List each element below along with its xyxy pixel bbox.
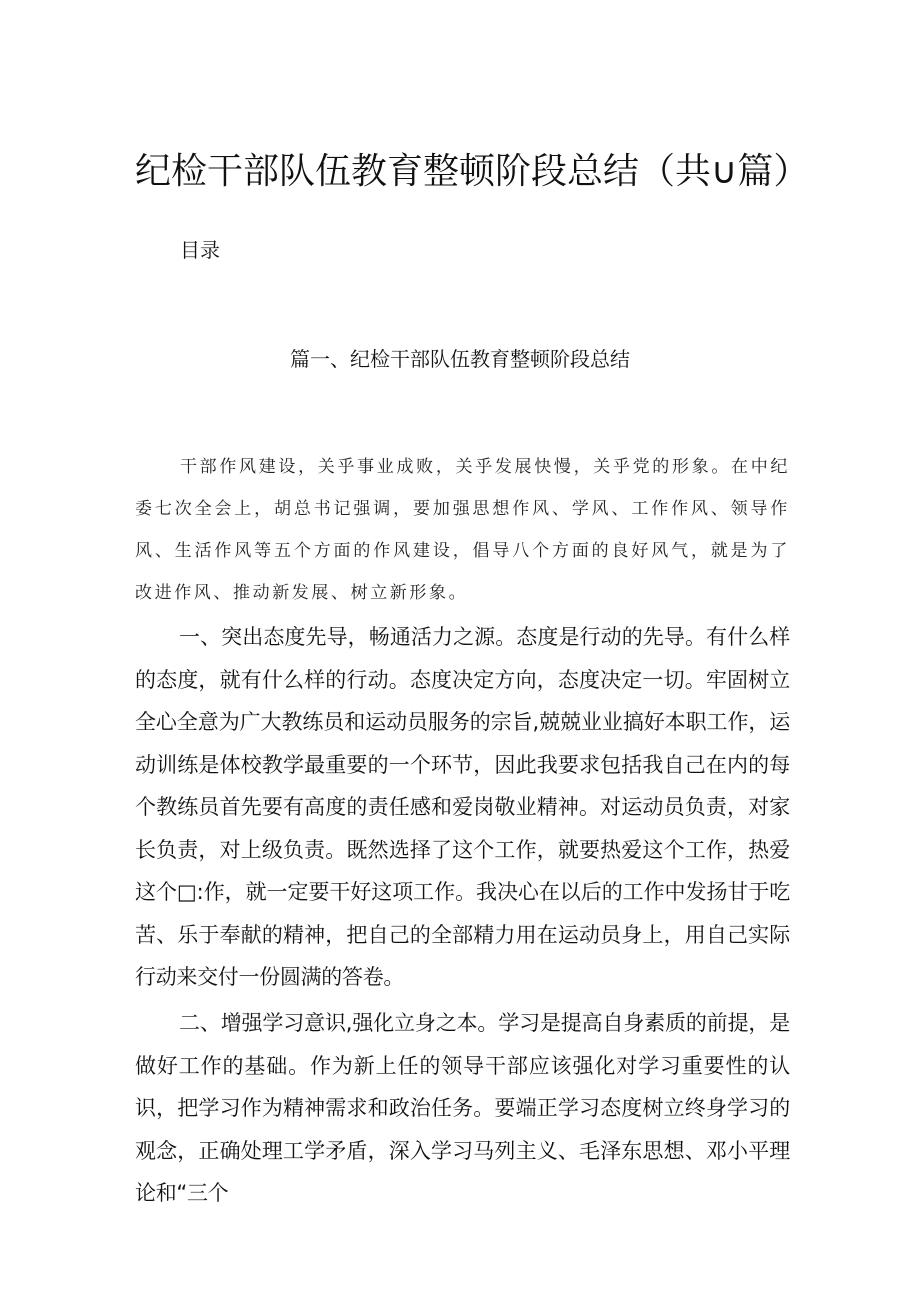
intro-paragraph: 干部作风建设，关乎事业成败，关乎发展快慢，关乎党的形象。在中纪委七次全会上，胡总书记强调，要加强思想作风、学风、工作作风、领导作风、生活作风等五个方面的作风建设，倡导八个方面的良好风气，就是为了改进作风、推动新发展、树立新形象。 bbox=[135, 457, 790, 603]
document-title: 纪检干部队伍教育整顿阶段总结（共∪篇） bbox=[135, 151, 810, 192]
section-heading: 篇一、纪检干部队伍教育整顿阶段总结 bbox=[290, 347, 630, 371]
table-of-contents-label: 目录 bbox=[180, 238, 220, 262]
body-paragraph-attitude: 一、突出态度先导，畅通活力之源。态度是行动的先导。有什么样的态度，就有什么样的行动。态度决定方向，态度决定一切。牢固树立全心全意为广大教练员和运动员服务的宗旨,兢兢业业搞好本职工作，运动训练是体校教学最重要的一个环节，因此我要求包括我自己在内的每个教练员首先要有高度的责任感和爱岗敬业精神。对运动员负责，对家长负责，对上级负责。既然选择了这个工作，就要热爱这个工作，热爱这个□:作，就一定要干好这项工作。我决心在以后的工作中发扬甘于吃苦、乐于奉献的精神，把自己的全部精力用在运动员身上，用自己实际行动来交付一份圆满的答卷。 bbox=[135, 625, 790, 989]
body-paragraph-learning: 二、增强学习意识,强化立身之本。学习是提高自身素质的前提，是做好工作的基础。作为新上任的领导干部应该强化对学习重要性的认识，把学习作为精神需求和政治任务。要端正学习态度树立终身学习的观念，正确处理工学矛盾，深入学习马列主义、毛泽东思想、邓小平理论和“三个 bbox=[135, 1011, 790, 1205]
